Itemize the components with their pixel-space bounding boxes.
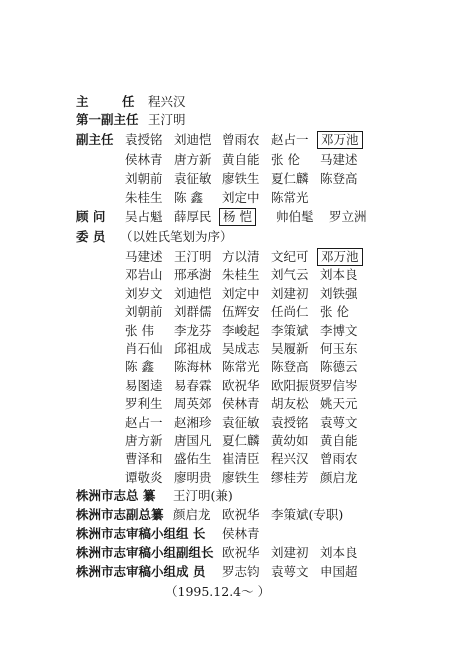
weiyuan-name: 文纪可	[271, 249, 309, 264]
weiyuan-name: 邓岩山	[125, 267, 163, 283]
row-weiyuan-3	[0, 302, 450, 322]
fuzongzuan-name: 李策斌(专职)	[271, 507, 344, 522]
weiyuan-name: 刘迪恺	[174, 285, 212, 301]
fuzhuren-name: 刘朝前	[125, 171, 163, 186]
chengyuan-name: 申国超	[320, 564, 358, 579]
label-weiyuan: 委 员	[76, 229, 106, 244]
weiyuan-name: 邱祖成	[174, 341, 212, 356]
weiyuan-name: 陈 鑫	[125, 359, 154, 375]
row-weiyuan-7	[0, 376, 450, 396]
row-guwen	[0, 207, 450, 227]
weiyuan-name: 马建述	[125, 249, 163, 264]
weiyuan-name: 崔清臣	[222, 451, 260, 467]
weiyuan-name: 袁授铭	[271, 414, 309, 430]
weiyuan-name: 伍辉安	[222, 304, 260, 320]
fuzhuren-name: 朱桂生	[125, 190, 163, 205]
row-date	[0, 582, 450, 602]
row-fuzhuren-3	[0, 188, 450, 208]
weiyuan-name: 刘朝前	[125, 304, 163, 320]
weiyuan-name: 张 伟	[125, 322, 154, 338]
weiyuan-name: 夏仁麟	[222, 433, 260, 448]
label-diyi-fuzhuren: 第一副主任	[76, 112, 139, 127]
fuzhuren-name: 侯林青	[125, 152, 163, 167]
weiyuan-name: 李策斌	[271, 322, 309, 338]
guwen-name-boxed: 杨 恺	[219, 208, 256, 226]
weiyuan-name: 陈常光	[222, 359, 260, 375]
weiyuan-name: 李博文	[320, 322, 358, 338]
weiyuan-name: 欧阳振贤	[271, 377, 322, 393]
fuzongzuan-name: 颜启龙	[173, 507, 211, 522]
row-zongzuan	[0, 486, 450, 506]
row-weiyuan-4	[0, 321, 450, 341]
row-fuzuzhang	[0, 543, 450, 563]
weiyuan-name: 李龙芬	[174, 322, 212, 338]
label-fuzhuren: 副主任	[76, 132, 114, 147]
row-weiyuan-9	[0, 413, 450, 433]
fuzuzhang-name: 刘建初	[271, 545, 309, 560]
weiyuan-name: 邢承澍	[174, 267, 212, 283]
weiyuan-name: 刘本良	[320, 267, 358, 283]
row-weiyuan-0	[0, 247, 450, 267]
chengyuan-name: 罗志钧	[222, 564, 260, 579]
weiyuan-name: 方以清	[222, 249, 260, 264]
zuzhang-name: 侯林青	[222, 526, 260, 541]
weiyuan-name: 唐方新	[125, 433, 163, 448]
row-weiyuan-10	[0, 431, 450, 451]
row-diyi-fuzhuren	[0, 110, 450, 130]
diyi-fuzhuren-name: 王汀明	[148, 112, 186, 127]
weiyuan-name: 赵占一	[125, 414, 163, 430]
row-weiyuan-6	[0, 357, 450, 377]
fuzuzhang-name: 欧祝华	[222, 545, 260, 560]
row-fuzongzuan	[0, 505, 450, 525]
fuzhuren-name: 张 伦	[271, 152, 300, 167]
weiyuan-name: 侯林青	[222, 396, 260, 412]
label-zhuren-1: 主	[76, 94, 89, 109]
row-weiyuan-2	[0, 284, 450, 304]
fuzhuren-name: 袁征敏	[174, 171, 212, 186]
weiyuan-name: 刘定中	[222, 285, 260, 301]
row-zuzhang	[0, 524, 450, 544]
weiyuan-name: 黄幼如	[271, 433, 309, 448]
weiyuan-name: 陈海林	[174, 359, 212, 375]
label-fuzongzuan: 株洲市志副总纂	[76, 507, 164, 522]
weiyuan-name: 黄自能	[320, 433, 358, 448]
weiyuan-name: 李峻起	[222, 322, 260, 338]
weiyuan-name: 袁征敏	[222, 414, 260, 430]
row-chengyuan	[0, 562, 450, 582]
guwen-name: 帅伯髦	[276, 209, 314, 224]
row-fuzhuren-0	[0, 130, 450, 150]
row-weiyuan-12	[0, 468, 450, 488]
weiyuan-name: 刘岁文	[125, 285, 163, 301]
weiyuan-name: 肖石仙	[125, 341, 163, 356]
fuzhuren-name: 廖铁生	[222, 171, 260, 186]
fuzhuren-name-boxed: 邓万池	[317, 131, 363, 149]
weiyuan-name: 朱桂生	[222, 267, 260, 283]
weiyuan-name: 吴履新	[271, 341, 309, 356]
fuzuzhang-name: 刘本良	[320, 545, 358, 560]
term-date: （1995.12.4～ ）	[165, 584, 271, 599]
guwen-name: 吴占魁	[125, 209, 163, 224]
weiyuan-name: 胡友松	[271, 396, 309, 412]
weiyuan-name: 唐国凡	[174, 433, 212, 448]
weiyuan-name: 曹泽和	[125, 451, 163, 467]
weiyuan-name: 程兴汉	[271, 451, 309, 467]
weiyuan-name: 赵湘珍	[174, 414, 212, 430]
weiyuan-name: 任尚仁	[271, 304, 309, 320]
chengyuan-name: 袁萼文	[271, 564, 309, 579]
row-weiyuan-5	[0, 339, 450, 359]
weiyuan-name: 曾雨农	[320, 451, 358, 467]
fuzongzuan-name: 欧祝华	[222, 507, 260, 522]
fuzhuren-name: 刘定中	[222, 190, 260, 205]
zongzuan-name: 王汀明(兼)	[173, 488, 233, 503]
fuzhuren-name: 刘迪恺	[174, 132, 212, 147]
weiyuan-name: 刘建初	[271, 285, 309, 301]
label-zhuren-2: 任	[122, 94, 135, 109]
weiyuan-name: 颜启龙	[320, 469, 358, 485]
weiyuan-name: 易图逵	[125, 377, 163, 393]
fuzhuren-name: 陈 鑫	[174, 190, 203, 205]
weiyuan-name: 张 伦	[320, 304, 349, 320]
weiyuan-name: 姚天元	[320, 396, 358, 412]
weiyuan-name: 盛佑生	[174, 451, 212, 467]
weiyuan-name: 陈登高	[271, 359, 309, 375]
weiyuan-name: 周英郊	[174, 396, 212, 412]
weiyuan-name: 刘群儒	[174, 304, 212, 320]
fuzhuren-name: 黄自能	[222, 152, 260, 167]
fuzhuren-name: 陈登高	[320, 171, 358, 186]
label-guwen: 顾 问	[76, 209, 106, 224]
row-weiyuan-8	[0, 394, 450, 414]
weiyuan-name: 刘铁强	[320, 285, 358, 301]
row-weiyuan-11	[0, 449, 450, 469]
zhuren-name: 程兴汉	[148, 94, 186, 109]
weiyuan-name: 吴成志	[222, 341, 260, 356]
label-chengyuan: 株洲市志审稿小组成 员	[76, 564, 206, 579]
weiyuan-name: 袁萼文	[320, 414, 358, 430]
weiyuan-name: 廖明贵	[174, 469, 212, 485]
weiyuan-name: 缪桂芳	[271, 469, 309, 485]
guwen-name: 罗立洲	[329, 209, 367, 224]
row-fuzhuren-1	[0, 150, 450, 170]
row-weiyuan-label	[0, 227, 450, 247]
fuzhuren-name: 赵占一	[271, 132, 309, 147]
fuzhuren-name: 唐方新	[174, 152, 212, 167]
weiyuan-name: 何玉东	[320, 341, 358, 356]
weiyuan-name: 廖铁生	[222, 469, 260, 485]
weiyuan-name: 罗信岑	[320, 377, 358, 393]
row-fuzhuren-2	[0, 169, 450, 189]
weiyuan-name: 陈德云	[320, 359, 358, 375]
fuzhuren-name: 袁授铭	[125, 132, 163, 147]
guwen-name: 薛厚民	[174, 209, 212, 224]
weiyuan-name: 欧祝华	[222, 377, 260, 393]
weiyuan-name: 易春霖	[174, 377, 212, 393]
weiyuan-name: 王汀明	[174, 249, 212, 264]
weiyuan-name: 刘气云	[271, 267, 309, 283]
fuzhuren-name: 陈常光	[271, 190, 309, 205]
label-zuzhang: 株洲市志审稿小组组 长	[76, 526, 206, 541]
fuzhuren-name: 马建述	[320, 152, 358, 167]
label-fuzuzhang: 株洲市志审稿小组副组长	[76, 545, 214, 560]
weiyuan-name: 罗利生	[125, 396, 163, 412]
row-zhuren	[0, 92, 450, 112]
fuzhuren-name: 夏仁麟	[271, 171, 309, 186]
row-weiyuan-1	[0, 265, 450, 285]
weiyuan-name: 谭敬炎	[125, 469, 163, 485]
fuzhuren-name: 曾雨农	[222, 132, 260, 147]
weiyuan-note: （以姓氏笔划为序）	[120, 229, 233, 244]
label-zongzuan: 株洲市志总 纂	[76, 488, 156, 503]
weiyuan-name-boxed: 邓万池	[317, 248, 363, 266]
